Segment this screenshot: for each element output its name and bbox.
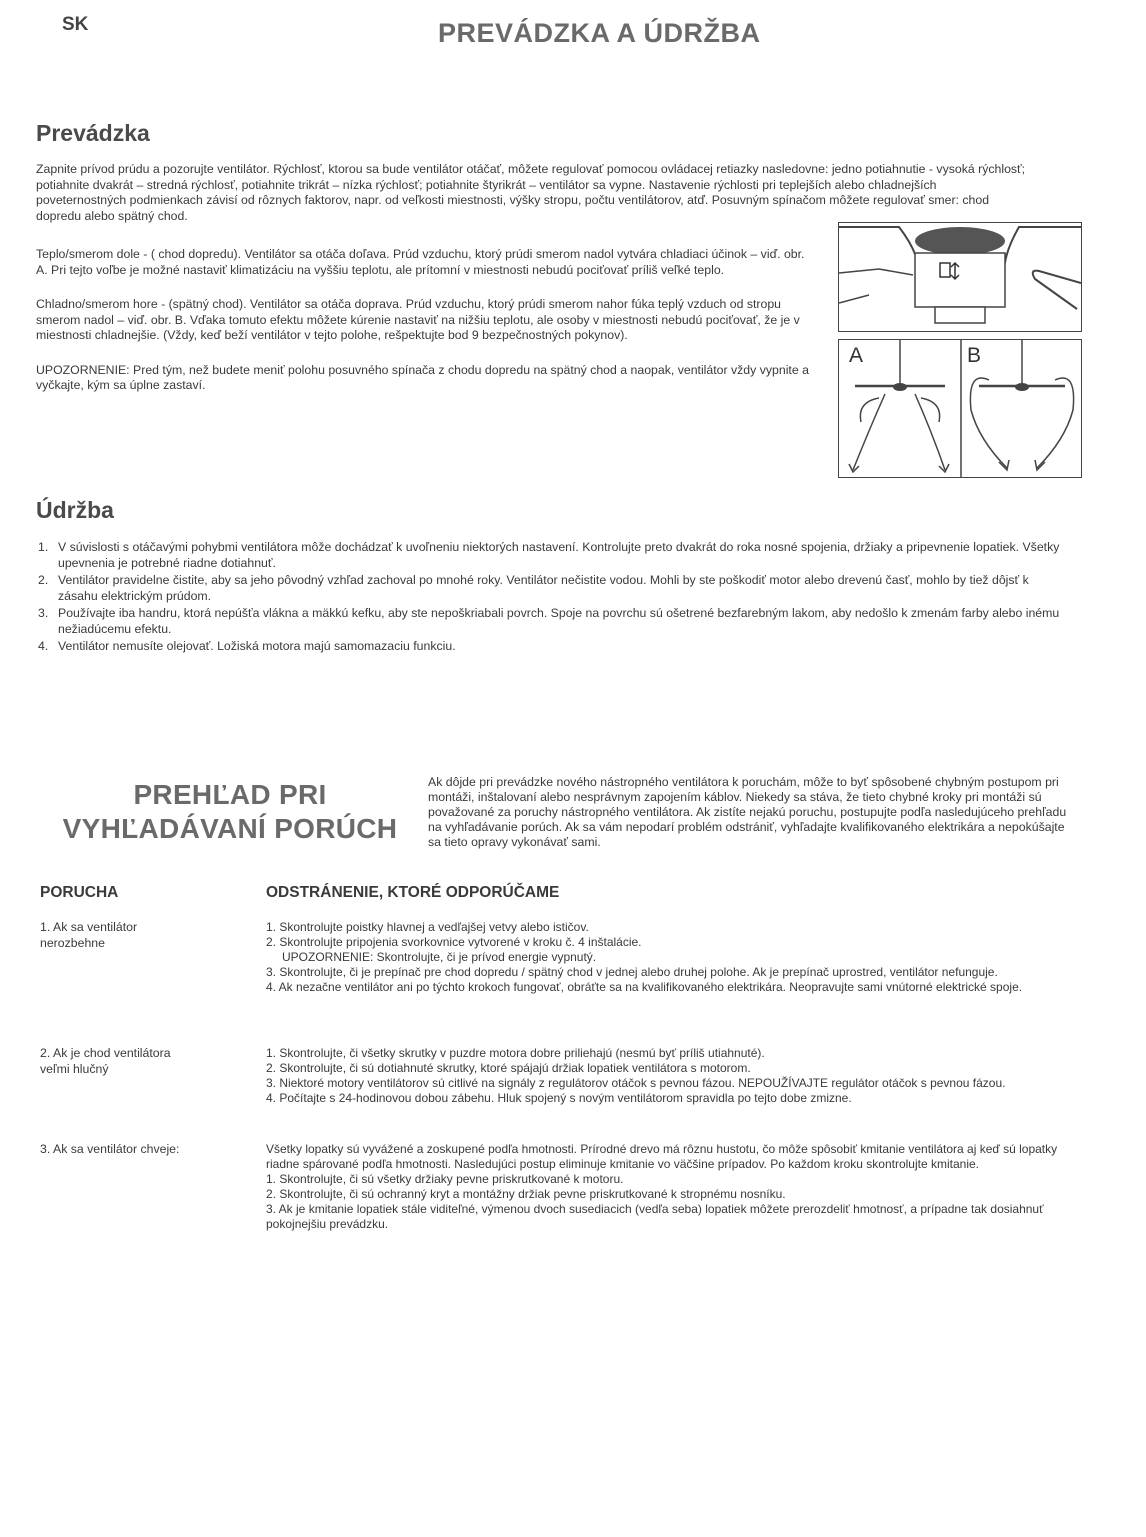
fan-motor-figure	[838, 222, 1082, 332]
operation-paragraph-2: Teplo/smerom dole - ( chod dopredu). Ventilátor sa otáča doľava. Prúd vzduchu, ktorý prúdi smerom nadol vytvára chladiaci účinok – viď. obr. A. Pri tejto voľbe je možné nastaviť klimatizáciu na vyššiu teplotu, ale prítomní v miestnosti nebudú pociťovať príliš veľké teplo.	[36, 247, 805, 277]
fix-3-step-3: 3. Ak je kmitanie lopatiek stále viditeľné, výmenou dvoch susediacich (vedľa seba) lopatiek môžete prerozdeliť hmotnosť, a prípadne tak dosiahnuť pokojnejšiu prevádzku.	[266, 1202, 1044, 1231]
language-code: SK	[62, 14, 89, 35]
fault-3: 3. Ak sa ventilátor chveje:	[40, 1142, 180, 1156]
airflow-figure	[838, 339, 1082, 478]
fix-1-step-2-warning: UPOZORNENIE: Skontrolujte, či je prívod energie vypnutý.	[282, 950, 597, 964]
page-title: PREVÁDZKA A ÚDRŽBA	[438, 18, 761, 48]
maintenance-heading: Údržba	[36, 497, 114, 523]
operation-text-narrow	[36, 247, 816, 412]
operation-warning: UPOZORNENIE: Pred tým, než budete meniť polohu posuvného spínača z chodu dopredu na spätný chod a naopak, ventilátor vždy vypnite a vyčkajte, kým sa úplne zastaví.	[36, 362, 809, 392]
troubleshooting-title-line-1: PREHĽAD PRI	[133, 779, 327, 810]
figure-label-b: B	[967, 344, 982, 367]
fix-1-step-2: 2. Skontrolujte pripojenia svorkovnice vytvorené v kroku č. 4 inštalácie.	[266, 935, 642, 949]
operation-heading: Prevádzka	[36, 120, 150, 146]
troubleshooting-title-line-2: VYHĽADÁVANÍ PORÚCH	[62, 813, 398, 844]
list-item: 1. V súvislosti s otáčavými pohybmi ventilátora môže dochádzať k uvoľneniu niektorých nastavení. Kontrolujte preto dvakrát do roka nosné spojenia, držiaky a pripevnenie lopatiek. Všetky upevnenia je potrebné riadne dotiahnuť.	[38, 540, 1060, 570]
fix-3-step-2: 2. Skontrolujte, či sú ochranný kryt a montážny držiak pevne priskrutkované k stropnému nosníku.	[266, 1187, 786, 1201]
fix-3-intro: Všetky lopatky sú vyvážené a zoskupené podľa hmotnosti. Prírodné drevo má rôznu hustotu, čo môže spôsobiť kmitanie ventilátora aj keď sú lopatky riadne spárované podľa hmotnosti. Nasledujúci postup eliminuje kmitanie vo väčšine prípadov. Po každom kroku skontrolujte kmitanie.	[266, 1142, 1058, 1171]
fault-2: 2. Ak je chod ventilátora veľmi hlučný	[40, 1046, 171, 1076]
troubleshooting-title	[52, 778, 408, 846]
fix-2	[266, 1046, 1066, 1106]
maintenance-list	[38, 539, 1068, 655]
fix-1-step-1: 1. Skontrolujte poistky hlavnej a vedľajšej vetvy alebo ističov.	[266, 920, 589, 934]
list-item: 2. Ventilátor pravidelne čistite, aby sa jeho pôvodný vzhľad zachoval po mnohé roky. Ventilátor nečistite vodou. Mohli by ste poškodiť motor alebo drevenú časť, mohlo by tiež dôjsť k zásahu elektrickým prúdom.	[38, 573, 1029, 603]
figure-label-a: A	[849, 344, 864, 367]
operation-paragraph-1: Zapnite prívod prúdu a pozorujte ventilátor. Rýchlosť, ktorou sa bude ventilátor otáčať, môžete regulovať pomocou ovládacej retiazky nasledovne: jedno potiahnutie - vysoká rýchlosť; potiahnite dvakrát – stredná rýchlosť, potiahnite trikrát – nízka rýchlosť; potiahnite štyrikrát – ventilátor sa vypne. Nastavenie rýchlosti pri teplejších alebo chladnejších poveternostných podmienkach závisí od rôznych faktorov, napr. od veľkosti miestnosti, výšky stropu, počtu ventilátorov, atď. Posuvným spínačom môžete regulovať smer: chod dopredu alebo spätný chod.	[36, 162, 1026, 223]
column-header-fix: ODSTRÁNENIE, KTORÉ ODPORÚČAME	[266, 884, 560, 901]
operation-paragraph-3: Chladno/smerom hore - (spätný chod). Ventilátor sa otáča doprava. Prúd vzduchu, ktorý prúdi smerom nahor fúka teplý vzduch od stropu smerom nadol – viď. obr. B. Vďaka tomuto efektu môžete kúrenie nastaviť na nižšiu teplotu, ale osoby v miestnosti nebudú pociťovať, že je v miestnosti chladnejšie. (Vždy, keď beží ventilátor v tejto polohe, rešpektujte bod 9 bezpečnostných pokynov).	[36, 297, 800, 342]
fix-3-step-1: 1. Skontrolujte, či sú všetky držiaky pevne priskrutkované k motoru.	[266, 1172, 624, 1186]
fix-2-step-3: 3. Niektoré motory ventilátorov sú citlivé na signály z regulátorov otáčok s pevnou fázou. NEPOUŽÍVAJTE regulátor otáčok s pevnou fázou.	[266, 1076, 1006, 1090]
troubleshooting-intro: Ak dôjde pri prevádzke nového nástropného ventilátora k poruchám, môže to byť spôsobené chybným postupom pri montáži, inštalovaní alebo nesprávnym zapojením káblov. Niekedy sa stáva, že tieto chybné kroky pri montáži sú považované za poruchy nástropného ventilátora. Ak zistíte nejakú poruchu, postupujte podľa nasledujúceho prehľadu na vyhľadávanie porúch. Ak sa vám nepodarí problém odstrániť, vyhľadajte kvalifikovaného elektrikára a nepokúšajte sa tieto opravy vykonávať sami.	[428, 775, 1067, 849]
column-header-fault: PORUCHA	[40, 884, 119, 901]
fix-1-step-3: 3. Skontrolujte, či je prepínač pre chod dopredu / spätný chod v jednej alebo druhej polohe. Ak je prepínač uprostred, ventilátor nefunguje.	[266, 965, 998, 979]
fault-1: 1. Ak sa ventilátor nerozbehne	[40, 920, 138, 950]
fix-1-step-4: 4. Ak nezačne ventilátor ani po týchto krokoch fungovať, obráťte sa na kvalifikovaného elektrikára. Neopravujte sami vnútorné elektrické spoje.	[266, 980, 1023, 994]
fan-motor-illustration	[839, 223, 1081, 331]
list-item: 4. Ventilátor nemusíte olejovať. Ložiská motora majú samomazaciu funkciu.	[38, 639, 456, 653]
list-item: 3. Používajte iba handru, ktorá nepúšťa vlákna a mäkkú kefku, aby ste nepoškriabali povrch. Spoje na povrchu sú ošetrené bezfarebným lakom, aby nedošlo k zmenám farby alebo inému nežiadúcemu efektu.	[38, 606, 1060, 636]
fix-3	[266, 1142, 1076, 1232]
fix-2-step-4: 4. Počítajte s 24-hodinovou dobou zábehu. Hluk spojený s novým ventilátorom spravidla po tejto dobe zmizne.	[266, 1091, 852, 1105]
airflow-diagram	[839, 340, 1081, 477]
fix-1	[266, 920, 1066, 995]
fix-2-step-1: 1. Skontrolujte, či všetky skrutky v puzdre motora dobre priliehajú (nesmú byť príliš utiahnuté).	[266, 1046, 765, 1060]
fix-2-step-2: 2. Skontrolujte, či sú dotiahnuté skrutky, ktoré spájajú držiak lopatiek ventilátora s motorom.	[266, 1061, 751, 1075]
